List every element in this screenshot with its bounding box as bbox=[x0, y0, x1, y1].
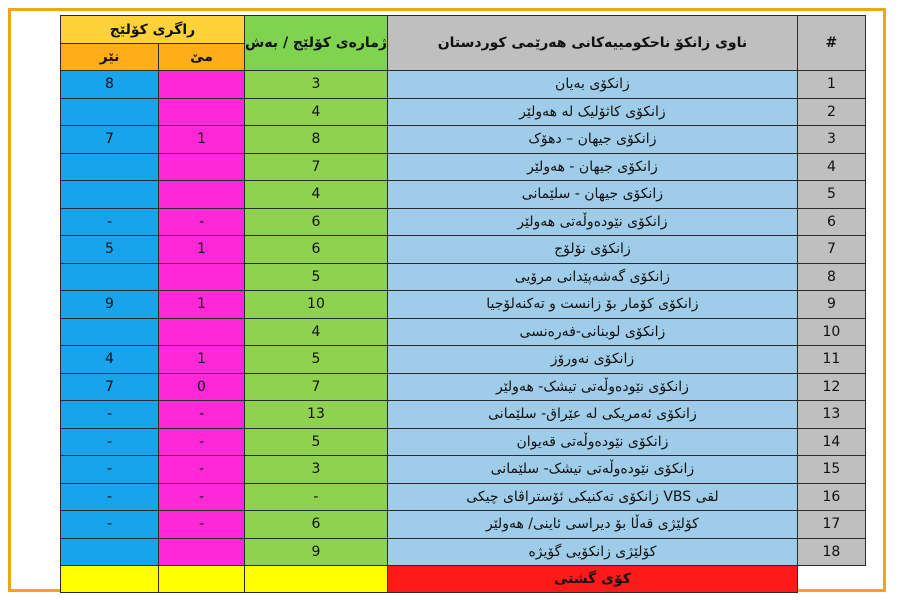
total-label: کۆی گشتی bbox=[387, 566, 797, 593]
header-male: نێر bbox=[61, 44, 159, 71]
cell-male: - bbox=[61, 483, 159, 511]
cell-male bbox=[61, 318, 159, 346]
header-university-name: ناوی زانکۆ ناحکومییەکانی هەرێمی کوردستان bbox=[387, 16, 797, 71]
cell-college-count: 5 bbox=[245, 428, 388, 456]
cell-row-number: 7 bbox=[797, 236, 865, 264]
table-row bbox=[61, 181, 866, 209]
cell-university-name: زانکۆی جیهان – دهۆک bbox=[387, 126, 797, 154]
cell-male: 7 bbox=[61, 373, 159, 401]
cell-row-number: 2 bbox=[797, 98, 865, 126]
cell-female bbox=[159, 318, 245, 346]
total-count-cell bbox=[245, 566, 388, 593]
cell-row-number: 16 bbox=[797, 483, 865, 511]
cell-row-number: 14 bbox=[797, 428, 865, 456]
table-row bbox=[61, 208, 866, 236]
cell-female: 1 bbox=[159, 291, 245, 319]
universities-table bbox=[60, 15, 866, 593]
cell-row-number: 8 bbox=[797, 263, 865, 291]
cell-university-name: کۆلێژی زانکۆیی گۆیژە bbox=[387, 538, 797, 566]
cell-row-number: 11 bbox=[797, 346, 865, 374]
cell-male: - bbox=[61, 401, 159, 429]
cell-female: - bbox=[159, 428, 245, 456]
cell-university-name: زانکۆی لوبنانی-فەرەنسی bbox=[387, 318, 797, 346]
cell-university-name: زانکۆی کۆمار بۆ زانست و تەکنەلۆجیا bbox=[387, 291, 797, 319]
cell-university-name: لقی VBS زانکۆی تەکنیکی ئۆستراڤای چیکی bbox=[387, 483, 797, 511]
cell-male bbox=[61, 263, 159, 291]
cell-college-count: 4 bbox=[245, 181, 388, 209]
cell-college-count: 6 bbox=[245, 236, 388, 264]
cell-female: - bbox=[159, 511, 245, 539]
table-row bbox=[61, 318, 866, 346]
table-row bbox=[61, 511, 866, 539]
cell-college-count: 7 bbox=[245, 373, 388, 401]
cell-college-count: 6 bbox=[245, 208, 388, 236]
cell-female: 1 bbox=[159, 346, 245, 374]
cell-college-count: - bbox=[245, 483, 388, 511]
cell-female: - bbox=[159, 208, 245, 236]
cell-male: 8 bbox=[61, 71, 159, 99]
cell-university-name: زانکۆی ئەمریکی لە عێراق- سلێمانی bbox=[387, 401, 797, 429]
cell-male: - bbox=[61, 511, 159, 539]
cell-college-count: 6 bbox=[245, 511, 388, 539]
cell-college-count: 5 bbox=[245, 263, 388, 291]
cell-university-name: زانکۆی نێودەوڵەتی تیشک- هەولێر bbox=[387, 373, 797, 401]
cell-university-name: زانکۆی جیهان - هەولێر bbox=[387, 153, 797, 181]
cell-row-number: 6 bbox=[797, 208, 865, 236]
table-row bbox=[61, 538, 866, 566]
cell-row-number: 15 bbox=[797, 456, 865, 484]
cell-university-name: زانکۆی نێودەوڵەتی هەولێر bbox=[387, 208, 797, 236]
cell-male bbox=[61, 181, 159, 209]
table-row bbox=[61, 291, 866, 319]
header-female: مێ bbox=[159, 44, 245, 71]
cell-male: 7 bbox=[61, 126, 159, 154]
table-row bbox=[61, 483, 866, 511]
cell-female bbox=[159, 263, 245, 291]
cell-male: - bbox=[61, 208, 159, 236]
cell-university-name: کۆلێژی قەڵا بۆ دیراسی ئاینی/ هەولێر bbox=[387, 511, 797, 539]
cell-row-number: 3 bbox=[797, 126, 865, 154]
cell-university-name: زانکۆی نەورۆز bbox=[387, 346, 797, 374]
cell-female: 1 bbox=[159, 236, 245, 264]
cell-male bbox=[61, 538, 159, 566]
cell-university-name: زانکۆی گەشەپێدانی مرۆیی bbox=[387, 263, 797, 291]
total-male-cell bbox=[61, 566, 159, 593]
cell-college-count: 4 bbox=[245, 318, 388, 346]
cell-row-number: 10 bbox=[797, 318, 865, 346]
cell-college-count: 3 bbox=[245, 456, 388, 484]
total-female-cell bbox=[159, 566, 245, 593]
header-row-number: # bbox=[797, 16, 865, 71]
cell-male bbox=[61, 153, 159, 181]
cell-university-name: زانکۆی نۆلۆج bbox=[387, 236, 797, 264]
header-college-count: ژمارەی کۆلێج / بەش bbox=[245, 16, 388, 71]
table-row bbox=[61, 236, 866, 264]
cell-college-count: 9 bbox=[245, 538, 388, 566]
header-accreditation: راگری کۆلێج bbox=[61, 16, 245, 44]
table-row bbox=[61, 71, 866, 99]
cell-male: - bbox=[61, 428, 159, 456]
cell-male bbox=[61, 98, 159, 126]
cell-female bbox=[159, 153, 245, 181]
table-row bbox=[61, 153, 866, 181]
cell-college-count: 3 bbox=[245, 71, 388, 99]
cell-college-count: 8 bbox=[245, 126, 388, 154]
cell-female bbox=[159, 538, 245, 566]
cell-university-name: زانکۆی نێودەوڵەتی قەیوان bbox=[387, 428, 797, 456]
cell-row-number: 12 bbox=[797, 373, 865, 401]
cell-university-name: زانکۆی کاثۆلیک لە هەولێر bbox=[387, 98, 797, 126]
cell-row-number: 17 bbox=[797, 511, 865, 539]
cell-female bbox=[159, 98, 245, 126]
cell-row-number: 5 bbox=[797, 181, 865, 209]
cell-female: - bbox=[159, 401, 245, 429]
cell-female bbox=[159, 181, 245, 209]
cell-male: 4 bbox=[61, 346, 159, 374]
cell-female: 0 bbox=[159, 373, 245, 401]
cell-college-count: 4 bbox=[245, 98, 388, 126]
cell-row-number: 13 bbox=[797, 401, 865, 429]
table-row bbox=[61, 428, 866, 456]
table-row bbox=[61, 456, 866, 484]
cell-university-name: زانکۆی نێودەوڵەتی تیشک- سلێمانی bbox=[387, 456, 797, 484]
table-row bbox=[61, 401, 866, 429]
table-row bbox=[61, 126, 866, 154]
table-row bbox=[61, 98, 866, 126]
table-row bbox=[61, 373, 866, 401]
cell-row-number: 1 bbox=[797, 71, 865, 99]
cell-university-name: زانکۆی بەیان bbox=[387, 71, 797, 99]
cell-female: - bbox=[159, 483, 245, 511]
cell-row-number: 9 bbox=[797, 291, 865, 319]
cell-female: 1 bbox=[159, 126, 245, 154]
cell-row-number: 18 bbox=[797, 538, 865, 566]
cell-university-name: زانکۆی جیهان - سلێمانی bbox=[387, 181, 797, 209]
cell-male: 9 bbox=[61, 291, 159, 319]
cell-male: - bbox=[61, 456, 159, 484]
total-row bbox=[61, 566, 866, 593]
cell-female bbox=[159, 71, 245, 99]
table-row bbox=[61, 346, 866, 374]
cell-female: - bbox=[159, 456, 245, 484]
cell-college-count: 13 bbox=[245, 401, 388, 429]
cell-college-count: 7 bbox=[245, 153, 388, 181]
cell-college-count: 5 bbox=[245, 346, 388, 374]
table-row bbox=[61, 263, 866, 291]
cell-male: 5 bbox=[61, 236, 159, 264]
cell-row-number: 4 bbox=[797, 153, 865, 181]
cell-college-count: 10 bbox=[245, 291, 388, 319]
